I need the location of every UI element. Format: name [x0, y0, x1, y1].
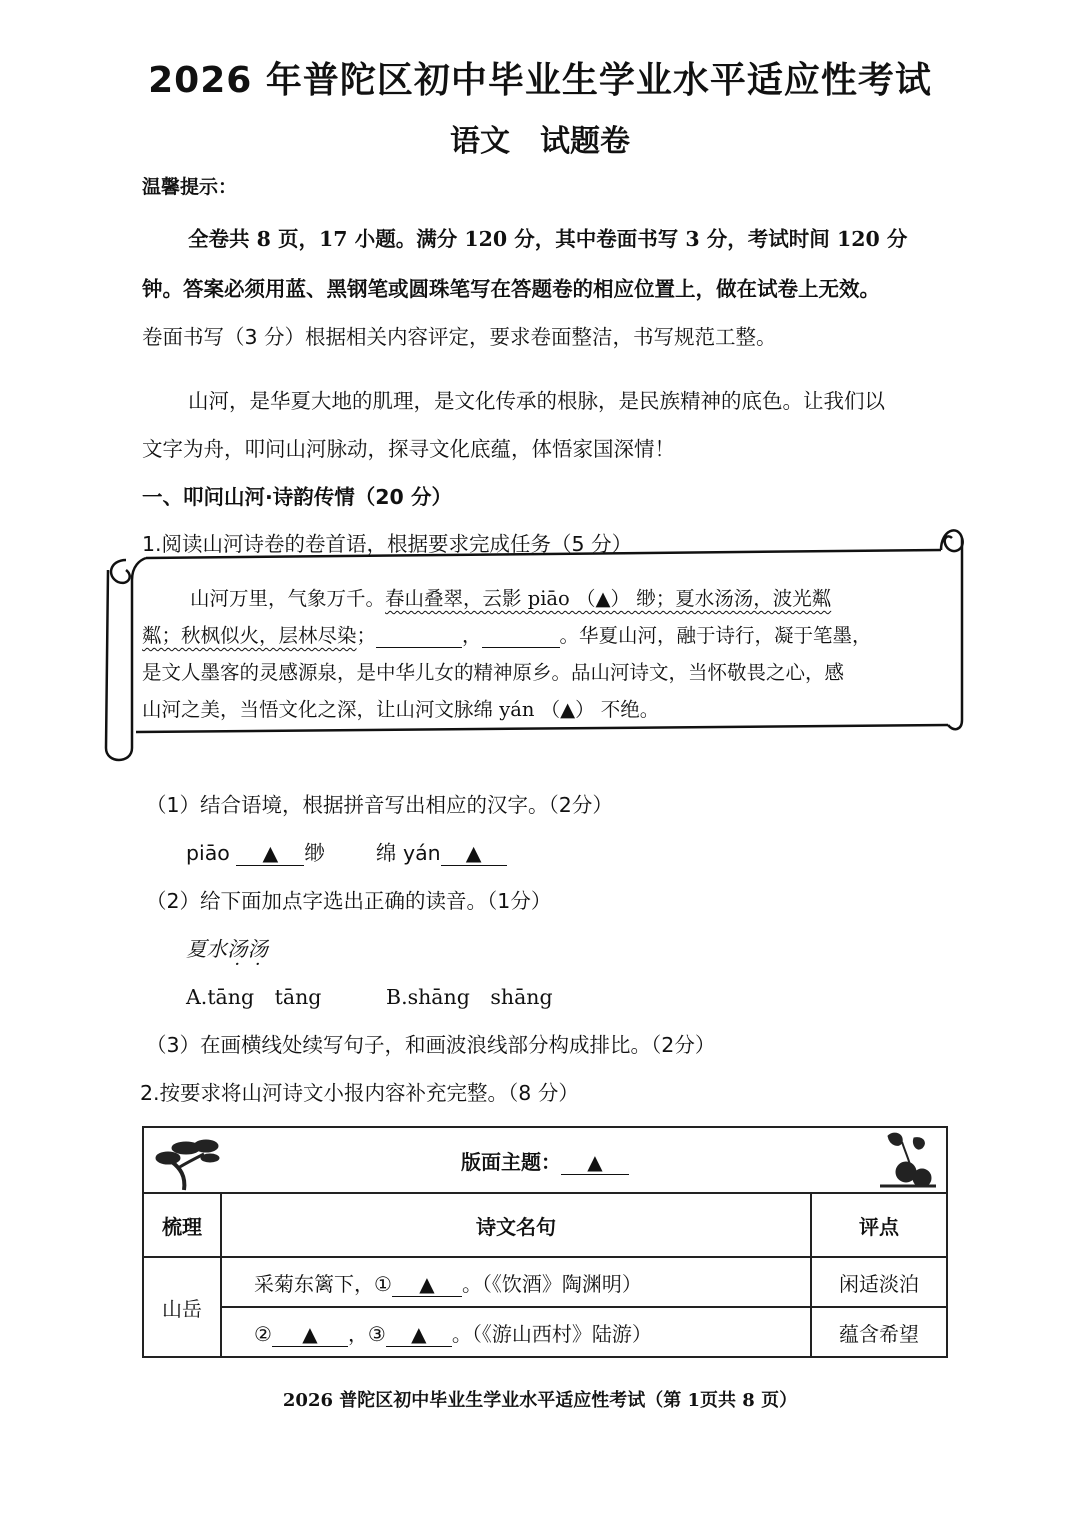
blank-2[interactable]: ▲	[272, 1322, 348, 1347]
intro-line-2: 文字为舟，叩问山河脉动，探寻文化底蕴，体悟家国深情！	[142, 437, 675, 461]
flower-icon	[876, 1128, 940, 1192]
pinyin-yan: 绵 yán	[375, 841, 441, 865]
exam-title: 2026 年普陀区初中毕业生学业水平适应性考试	[148, 60, 932, 101]
answer-blank-yan[interactable]: ▲	[441, 841, 507, 866]
poetry-table	[142, 1126, 948, 1358]
table-row	[143, 1307, 947, 1357]
subquestion-2-phrase	[186, 932, 268, 962]
subquestion-2: （2）给下面加点字选出正确的读音。（1分）	[146, 889, 552, 913]
dotted-char-1: 汤	[227, 937, 248, 961]
option-b[interactable]: B.shāng shāng	[386, 985, 553, 1009]
scroll-line-3: 是文人墨客的灵感源泉，是中华儿女的精神原乡。品山河诗文，当怀敬畏之心，感	[142, 661, 845, 684]
row1-pre: 采菊东篱下，①	[254, 1271, 392, 1296]
category-cell: 山岳	[143, 1257, 221, 1357]
page-footer: 2026 普陀区初中毕业生学业水平适应性考试（第 1页共 8 页）	[282, 1390, 798, 1411]
theme-label: 版面主题：	[461, 1149, 561, 1174]
table-header-row	[143, 1193, 947, 1257]
notice-line-3: 卷面书写（3 分）根据相关内容评定，要求卷面整洁，书写规范工整。	[142, 325, 777, 349]
row2-comment: 蕴含希望	[811, 1307, 947, 1357]
scroll-line-2-semi: ；	[356, 624, 377, 647]
scroll-line-2-d: 。华夏山河，融于诗行，凝于笔墨，	[559, 624, 872, 647]
row2-mid: ，③	[347, 1321, 386, 1346]
exam-subtitle: 语文 试题卷	[450, 124, 630, 159]
scroll-line-1	[190, 583, 831, 611]
table-theme-row	[143, 1127, 947, 1193]
question-1-stem: 1.阅读山河诗卷的卷首语，根据要求完成任务（5 分）	[142, 532, 633, 556]
blank-3[interactable]: ▲	[386, 1322, 452, 1347]
row2-marker-2: ②	[254, 1321, 272, 1346]
scroll-line-2-wavy: 粼；秋枫似火，层林尽染	[142, 624, 357, 647]
blank-1[interactable]: ▲	[392, 1272, 462, 1297]
row2-lines	[221, 1307, 811, 1357]
row1-post: 。（《饮酒》陶渊明）	[461, 1271, 642, 1296]
theme-blank[interactable]: ▲	[561, 1150, 629, 1175]
notice-label: 温馨提示：	[142, 176, 238, 198]
scroll-line-4: 山河之美，当悟文化之深，让山河文脉绵 yán （▲） 不绝。	[142, 698, 660, 721]
option-a[interactable]: A.tāng tāng	[186, 985, 322, 1009]
col-header-category: 梳理	[143, 1193, 221, 1257]
subquestion-3: （3）在画横线处续写句子，和画波浪线部分构成排比。（2分）	[146, 1033, 716, 1057]
table-row	[143, 1257, 947, 1307]
scroll-line-2-comma: ，	[462, 624, 482, 647]
col-header-lines: 诗文名句	[221, 1193, 811, 1257]
tree-icon	[154, 1132, 222, 1192]
scroll-line-1-a: 山河万里，气象万千。	[190, 587, 386, 610]
answer-blank-piao[interactable]: ▲	[236, 841, 304, 866]
char-miao: 缈	[304, 841, 325, 865]
row1-lines	[221, 1257, 811, 1307]
pinyin-piao: piāo	[186, 841, 230, 865]
row1-comment: 闲适淡泊	[811, 1257, 947, 1307]
col-header-comment: 评点	[811, 1193, 947, 1257]
scroll-blank-1[interactable]	[376, 624, 462, 648]
scroll-line-2	[142, 620, 872, 648]
notice-line-1: 全卷共 8 页，17 小题。满分 120 分，其中卷面书写 3 分，考试时间 120 分	[188, 227, 908, 251]
scroll-line-1-wavy: 春山叠翠，云影 piāo （▲） 缈；夏水汤汤，波光粼	[385, 587, 832, 610]
section-heading: 一、叩问山河·诗韵传情（20 分）	[142, 485, 452, 509]
dotted-char-2: 汤	[247, 937, 268, 961]
notice-line-2: 钟。答案必须用蓝、黑钢笔或圆珠笔写在答题卷的相应位置上，做在试卷上无效。	[142, 277, 880, 301]
subquestion-1-answer	[186, 836, 507, 866]
row2-post: 。（《游山西村》陆游）	[451, 1321, 652, 1346]
scroll-blank-2[interactable]	[482, 624, 560, 648]
phrase-xiashui: 夏水	[186, 937, 227, 961]
intro-line-1: 山河，是华夏大地的肌理，是文化传承的根脉，是民族精神的底色。让我们以	[188, 389, 885, 413]
question-2-stem: 2.按要求将山河诗文小报内容补充完整。（8 分）	[140, 1081, 579, 1105]
subquestion-1: （1）结合语境，根据拼音写出相应的汉字。（2分）	[146, 793, 613, 817]
